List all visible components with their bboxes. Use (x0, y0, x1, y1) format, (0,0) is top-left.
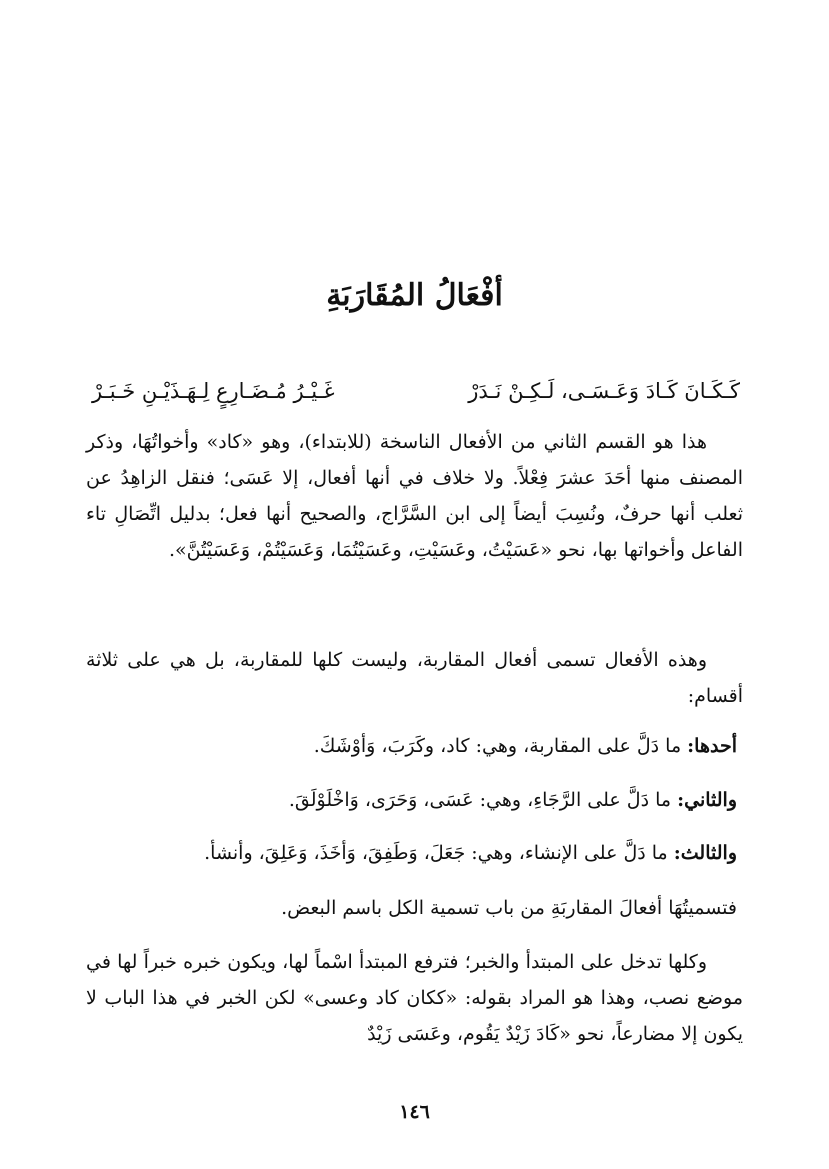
naming-note: فتسميتُهَا أفعالَ المقاربَةِ من باب تسمية الكل باسم البعض. (281, 897, 737, 919)
page-number: ١٤٦ (399, 1101, 430, 1123)
paragraph-intro: هذا هو القسم الثاني من الأفعال الناسخة (للابتداء)، وهو «كاد» وأخواتُهَا، وذكر المصنف منها أحَدَ عشرَ فِعْلاً. ولا خلاف في أنها أفعال، إلا عَسَى؛ فنقل الزاهِدُ عن ثعلب أنها حرفٌ، ونُسِبَ أيضاً إلى ابن السَّرَّاج، والصحيح أنها فعل؛ بدليل اتِّصَالِ تاء الفاعل وأخواتها بها، نحو «عَسَيْتُ، وعَسَيْتِ، وعَسَيْتُمَا، وَعَسَيْتُمْ، وَعَسَيْتُنَّ». (86, 431, 743, 561)
category-item-third (204, 835, 737, 871)
category-item-second (289, 782, 737, 818)
chapter-title: أفْعَالُ المُقَارَبَةِ (326, 278, 503, 313)
category-label: والثاني: (677, 789, 737, 811)
category-text: ما دَلَّ على المقاربة، وهي: كاد، وكَرَبَ، وَأوْشَكَ. (313, 735, 688, 757)
verse-second-hemistich: غَـيْـرُ مُـضَـارِعٍ لِـهَـذَيْـنِ خَـبَـرْ (92, 379, 335, 403)
verse-first-hemistich: كَـكَـانَ كَـادَ وَعَـسَـى، لَـكِـنْ نَـدَرْ (468, 379, 740, 403)
category-text: ما دَلَّ على الرَّجَاءِ، وهي: عَسَى، وَحَرَى، وَاخْلَوْلَقَ. (288, 789, 678, 811)
category-item-first (314, 728, 737, 764)
category-label: أحدها: (687, 735, 737, 757)
verse-line (92, 366, 740, 416)
category-label: والثالث: (673, 842, 737, 864)
category-text: ما دَلَّ على الإنشاء، وهي: جَعَلَ، وَطَفِقَ، وَأخَذَ، وَعَلِقَ، وأنشأ. (204, 842, 674, 864)
paragraph-categories: وهذه الأفعال تسمى أفعال المقاربة، وليست كلها للمقاربة، بل هي على ثلاثة أقسام: (86, 649, 743, 707)
paragraph-usage: وكلها تدخل على المبتدأ والخبر؛ فترفع المبتدأ اسْماً لها، ويكون خبره خبراً لها في موضع نصب، وهذا هو المراد بقوله: «ككان كاد وعسى» لكن الخبر في هذا الباب لا يكون إلا مضارعاً، نحو «كَادَ زَيْدٌ يَقُوم، وعَسَى زَيْدٌ (86, 951, 743, 1045)
